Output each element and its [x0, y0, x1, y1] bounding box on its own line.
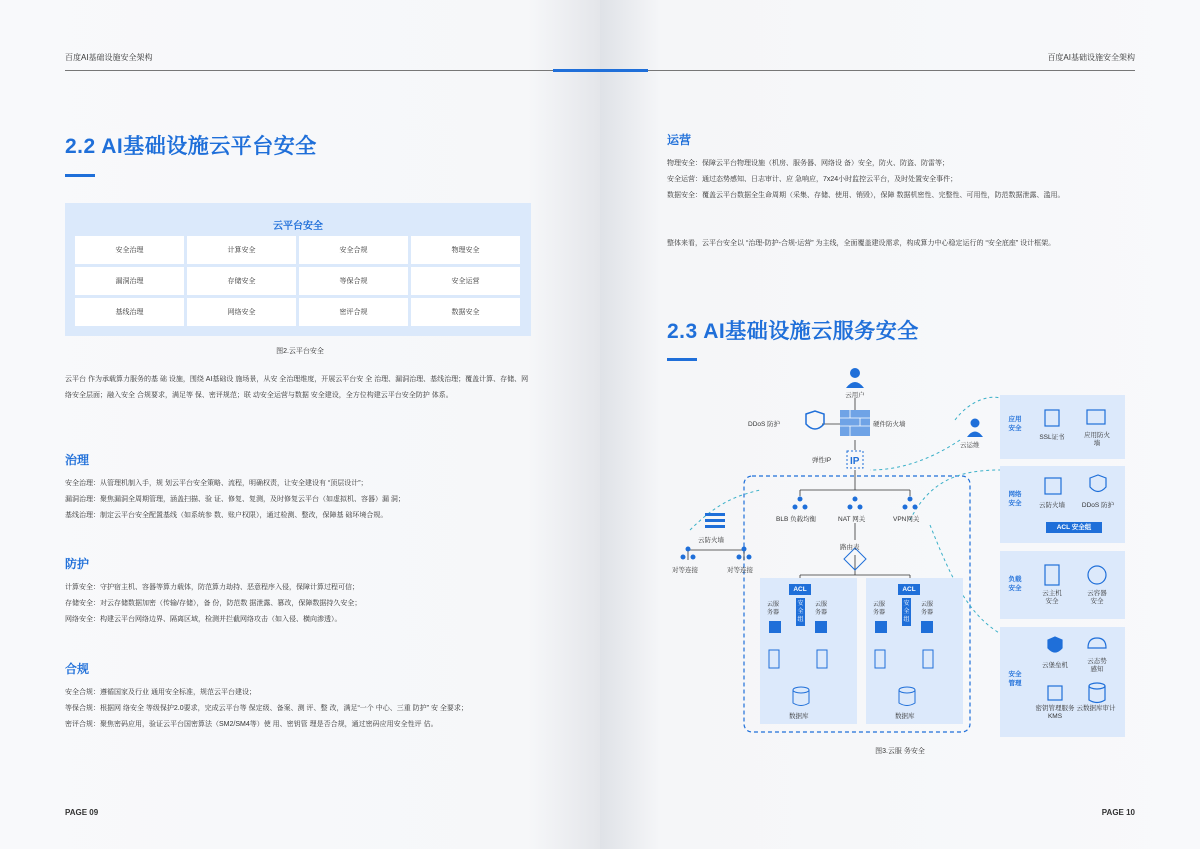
list-item: 安全治理：从管理机制入手，规 划云平台安全策略、流程，明确权责，让安全建设有 “顶层设计”；	[65, 480, 368, 487]
service-item: 密钥管理服务KMS	[1035, 705, 1075, 720]
vpn-label: VPN网关	[893, 516, 920, 523]
table-cell: 密评合规	[299, 298, 408, 326]
table-cell: 计算安全	[187, 236, 296, 264]
nat-label: NAT 网关	[838, 516, 866, 523]
table-cell: 数据安全	[411, 298, 520, 326]
service-item: 云主机安全	[1042, 590, 1062, 605]
section-title: 2.2 AI基础设施云平台安全	[65, 135, 317, 158]
service-category: 网络安全	[1008, 491, 1022, 507]
service-category: 应用安全	[1008, 416, 1022, 432]
table-cell: 安全治理	[75, 236, 184, 264]
service-item: SSL证书	[1039, 434, 1065, 441]
table-cell: 物理安全	[411, 236, 520, 264]
cloud-firewall-label: 云防火墙	[698, 537, 724, 544]
cloud-ops-label: 云运维	[960, 442, 980, 449]
table-cell: 安全合规	[299, 236, 408, 264]
server-label: 云服务器	[767, 602, 780, 616]
page-number: PAGE 10	[1101, 808, 1135, 817]
intro-text: 云平台 作为承载算力服务的基 础 设施，围绕 AI基础设 施场景，从安 全治理维度，开展云平台安 全 治理、漏洞治理、基线治理；覆盖计算、存储、网络安全层面；融入安全 合规要求，满足等 保、密评规范；联 动安全运营与数据 安全建设，全方位构建云平台安全防护 体系。	[65, 376, 529, 399]
router-label: 路由表	[840, 544, 860, 551]
figure-caption: 图2.云平台安全	[276, 348, 324, 355]
server-label: 云服务器	[815, 602, 828, 616]
shield-icon	[806, 411, 824, 429]
cloud-firewall-icon	[705, 513, 725, 528]
security-group-tag: 安全组	[902, 598, 911, 626]
list-item: 密评合规：聚焦密码应用，验证云平台国密算法（SM2/SM4等）使 用、密钥管 理是否合规，通过密码应用安全性评 估。	[65, 721, 438, 728]
ddos-label: DDoS 防护	[748, 421, 781, 428]
service-item: 云防火墙	[1039, 502, 1065, 509]
service-item: 应用防火墙	[1084, 432, 1110, 447]
running-header-left: 百度AI基础设施安全架构	[65, 53, 153, 62]
list-item: 数据安全：覆盖云平台数据全生命周期（采集、存储、使用、销毁），保障 数据机密性、完整性、可用性，防范数据泄露、滥用。	[667, 192, 1065, 199]
user-icon-body	[846, 382, 864, 388]
subsection-title: 运营	[667, 133, 692, 147]
table-title: 云平台安全	[273, 221, 323, 232]
list-item: 基线治理：制定云平台安全配置基线（如系统参 数、账户权限），通过检测、整改，保障基 础环境合规。	[65, 512, 388, 519]
hw-firewall-label: 硬件防火墙	[873, 421, 906, 428]
subsection-title: 合规	[65, 662, 90, 676]
table-cell: 存储安全	[187, 267, 296, 295]
list-item: 计算安全：守护宿主机、容器等算力载体，防范算力劫持、恶意程序入侵，保障计算过程可信；	[65, 584, 359, 591]
service-item: 云堡垒机	[1042, 662, 1068, 669]
subsection-title: 治理	[65, 453, 90, 467]
list-item: 漏洞治理：聚焦漏洞全周期管理，涵盖扫描、验 证、修复、复测，及时修复云平台（如虚拟机、容器）漏 洞；	[65, 496, 405, 503]
figure-caption: 图3.云服 务安全	[875, 748, 925, 755]
firewall-icon	[840, 410, 870, 436]
ops-user-icon	[971, 419, 980, 428]
svg-text:IP: IP	[850, 456, 860, 467]
service-item: 云容器安全	[1087, 590, 1107, 605]
service-category: 负载安全	[1008, 576, 1022, 592]
cloud-user-label: 云用户	[845, 392, 865, 399]
service-item: 云数据库审计	[1076, 705, 1116, 712]
list-item: 安全合规：遵循国家及行业 通用安全标准，规范云平台建设；	[65, 689, 256, 696]
user-icon	[850, 368, 860, 378]
peer-connection-label: 对等连接	[672, 567, 698, 574]
service-item: 云态势感知	[1087, 658, 1107, 673]
list-item: 存储安全：对云存储数据加密（传输/存储），备 份，防范数 据泄露、篡改，保障数据持久安全；	[65, 600, 362, 607]
running-header-right: 百度AI基础设施安全架构	[1047, 53, 1135, 62]
service-item: DDoS 防护	[1081, 502, 1115, 509]
table-cell: 网络安全	[187, 298, 296, 326]
page-number: PAGE 09	[65, 808, 99, 817]
service-category: 安全管理	[1008, 671, 1022, 687]
acl-security-group-badge: ACL 安全组	[1046, 522, 1102, 533]
list-item: 物理安全：保障云平台物理设施（机房、服务器、网络设 备）安全，防火、防盗、防雷等；	[667, 160, 949, 167]
peer-connection-label: 对等连接	[727, 567, 753, 574]
table-cell: 基线治理	[75, 298, 184, 326]
blb-label: BLB 负载均衡	[776, 516, 817, 523]
list-item: 安全运营：通过态势感知、日志审计、应 急响应，7x24小时监控云平台，及时处置安全事件；	[667, 176, 958, 183]
table-cell: 等保合规	[299, 267, 408, 295]
acl-badge: ACL	[898, 584, 920, 595]
database-label: 数据库	[789, 713, 809, 720]
table-cell: 安全运营	[411, 267, 520, 295]
list-item: 等保合规：根据网 络安全 等级保护2.0要求，完成云平台等 保定级、备案、测 评、整 改，满足“一个 中心、三重 防护” 安 全要求；	[65, 705, 468, 712]
summary-text: 整体来看，云平台安全以 “治理-防护-合规-运营” 为主线，全面覆盖建设需求，构成算力中心稳定运行的 “安全底座” 设计框架。	[667, 240, 1056, 247]
eip-label: 弹性IP	[812, 457, 832, 464]
acl-badge: ACL	[789, 584, 811, 595]
list-item: 网络安全：构建云平台网络边界、隔离区域，检测并拦截网络攻击（如入侵、横向渗透）。	[65, 616, 342, 623]
table-cell: 漏洞治理	[75, 267, 184, 295]
section-title: 2.3 AI基础设施云服务安全	[667, 320, 919, 343]
server-label: 云服务器	[921, 602, 934, 616]
security-group-tag: 安全组	[796, 598, 805, 626]
database-label: 数据库	[895, 713, 915, 720]
server-label: 云服务器	[873, 602, 886, 616]
subsection-title: 防护	[65, 557, 90, 571]
